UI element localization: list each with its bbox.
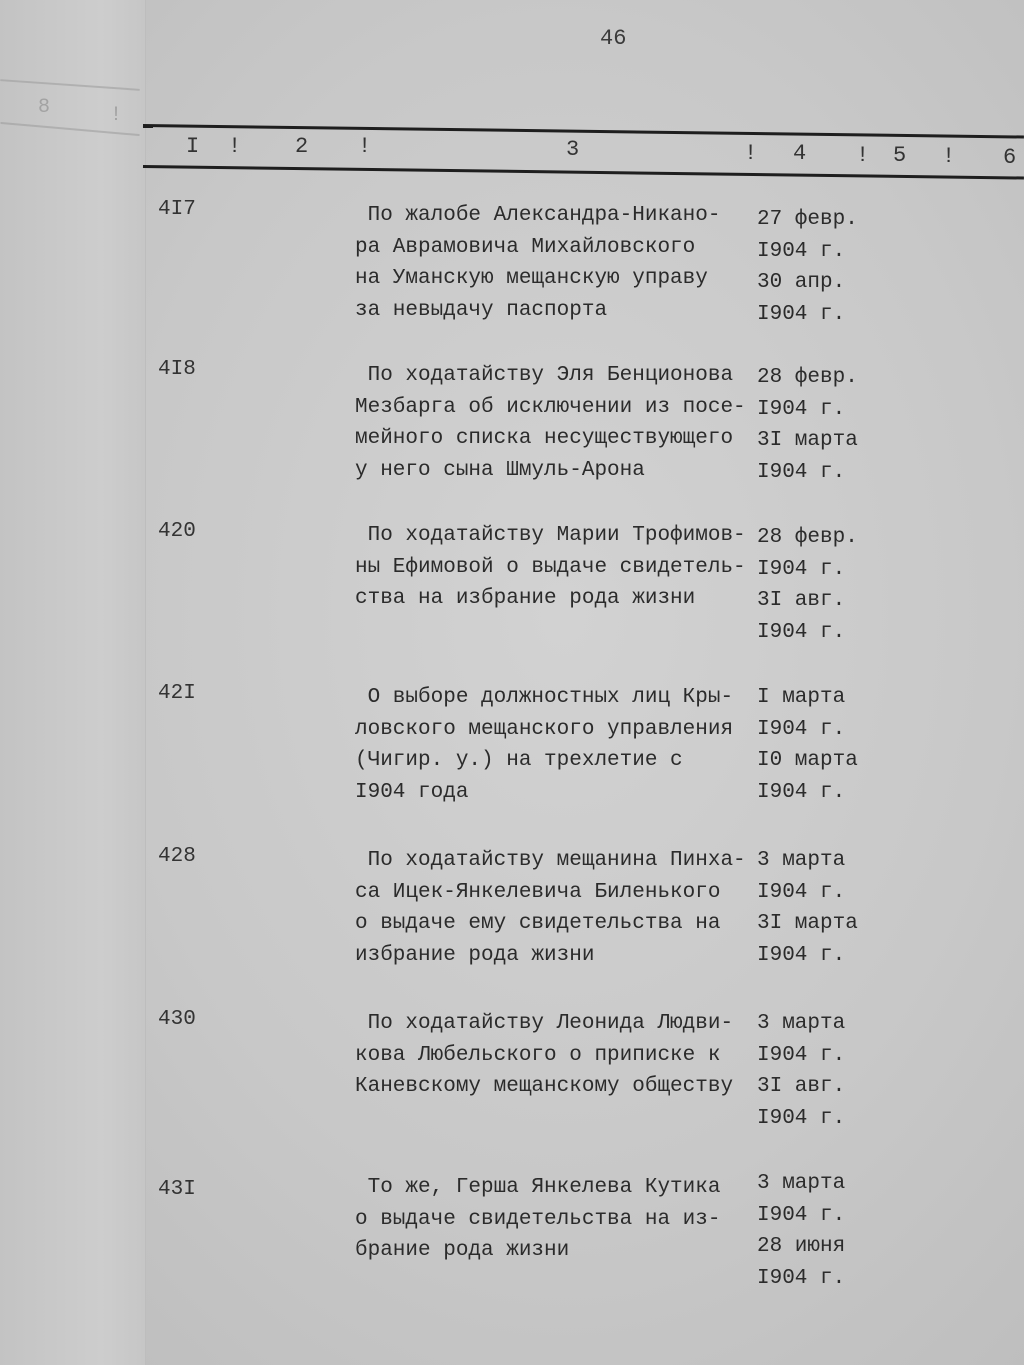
entry-number: 428 <box>158 845 196 868</box>
description-line: По ходатайству мещанина Пинха- <box>355 849 746 872</box>
description-line: кова Любельского о приписке к <box>355 1043 721 1067</box>
entry-number: 43I <box>158 1178 196 1201</box>
date-line: 3 марта <box>757 849 846 872</box>
description-line: избрание рода жизни <box>355 943 595 967</box>
adjacent-page-edge <box>0 0 146 1365</box>
adjacent-page-glyph: ! <box>110 104 123 127</box>
date-line: I904 г. <box>757 780 846 804</box>
date-line: 27 февр. <box>757 208 858 231</box>
description-line: ловского мещанского управления <box>355 717 734 741</box>
date-line: I904 г. <box>757 943 846 967</box>
description-line: у него сына Шмуль-Арона <box>355 458 645 482</box>
entry-number: 420 <box>158 520 196 543</box>
date-line: 28 февр. <box>757 366 858 389</box>
description-line: По ходатайству Леонида Людви- <box>355 1012 734 1035</box>
date-line: I904 г. <box>757 717 846 741</box>
entry-description <box>355 520 755 615</box>
description-line: за невыдачу паспорта <box>355 298 608 322</box>
description-line: о выдаче свидетельства на из- <box>355 1207 721 1231</box>
date-line: I904 г. <box>757 1203 846 1227</box>
column-header-5: 5 <box>893 143 907 168</box>
column-header-6: 6 <box>1003 145 1017 170</box>
column-header-4: 4 <box>793 141 807 166</box>
column-header-1: I <box>186 134 200 159</box>
description-line: По жалобе Александра-Никано- <box>355 204 721 227</box>
description-line: мейного списка несуществующего <box>355 427 734 450</box>
date-line: 3I авг. <box>757 1075 846 1098</box>
description-line: брание рода жизни <box>355 1239 570 1262</box>
entry-dates <box>757 204 858 330</box>
column-separator: ! <box>942 144 956 169</box>
entry-description <box>355 1008 755 1103</box>
page-number: 46 <box>600 26 627 51</box>
date-line: 28 февр. <box>757 526 858 549</box>
column-separator: ! <box>856 143 870 168</box>
entry-description <box>355 845 755 971</box>
date-line: I904 г. <box>757 239 846 263</box>
date-line: 3I авг. <box>757 589 846 612</box>
date-line: I904 г. <box>757 1266 846 1290</box>
description-line: I904 года <box>355 780 469 804</box>
date-line: I904 г. <box>757 460 846 484</box>
description-line: То же, Герша Янкелева Кутика <box>355 1176 721 1199</box>
date-line: 3 марта <box>757 1172 846 1195</box>
date-line: I904 г. <box>757 557 846 581</box>
description-line: Каневскому мещанскому обществу <box>355 1075 734 1098</box>
entry-dates <box>757 1168 845 1294</box>
header-rule-top <box>143 124 1024 139</box>
column-separator: ! <box>744 141 758 166</box>
description-line: на Уманскую мещанскую управу <box>355 267 708 290</box>
entry-dates <box>757 522 858 648</box>
entry-number: 4I8 <box>158 358 196 381</box>
entry-dates <box>757 682 858 808</box>
entry-number: 430 <box>158 1008 196 1031</box>
date-line: I904 г. <box>757 1043 846 1067</box>
date-line: I904 г. <box>757 880 846 904</box>
description-line: о выдаче ему свидетельства на <box>355 912 721 935</box>
entry-number: 42I <box>158 682 196 705</box>
date-line: 3I марта <box>757 912 858 935</box>
description-line: са Ицек-Янкелевича Биленького <box>355 880 721 904</box>
entry-description <box>355 200 755 326</box>
entry-dates <box>757 362 858 488</box>
date-line: I904 г. <box>757 302 846 326</box>
entry-description <box>355 1172 755 1267</box>
entry-dates <box>757 1008 845 1134</box>
column-header-3: 3 <box>566 137 580 162</box>
column-header-2: 2 <box>295 134 309 159</box>
entry-number: 4I7 <box>158 198 196 221</box>
description-line: ства на избрание рода жизни <box>355 587 696 610</box>
description-line: ра Аврамовича Михайловского <box>355 235 696 259</box>
date-line: I904 г. <box>757 620 846 644</box>
description-line: О выборе должностных лиц Кры- <box>355 686 734 709</box>
adjacent-page-glyph: 8 <box>38 96 51 119</box>
adjacent-page-rule-top <box>0 79 140 91</box>
column-separator: ! <box>358 134 372 159</box>
date-line: I0 марта <box>757 749 858 772</box>
entry-description <box>355 360 755 486</box>
date-line: 30 апр. <box>757 271 846 294</box>
description-line: По ходатайству Эля Бенционова <box>355 364 734 387</box>
description-line: ны Ефимовой о выдаче свидетель- <box>355 555 746 579</box>
description-line: Мезбарга об исключении из посе- <box>355 395 746 419</box>
entry-description <box>355 682 755 808</box>
entry-dates <box>757 845 858 971</box>
date-line: 3 марта <box>757 1012 846 1035</box>
date-line: I904 г. <box>757 397 846 421</box>
header-rule-bottom <box>143 165 1024 180</box>
column-separator: ! <box>228 134 242 159</box>
date-line: I904 г. <box>757 1106 846 1130</box>
description-line: По ходатайству Марии Трофимов- <box>355 524 746 547</box>
date-line: I марта <box>757 686 846 709</box>
date-line: 28 июня <box>757 1235 846 1258</box>
date-line: 3I марта <box>757 429 858 452</box>
description-line: (Чигир. у.) на трехлетие с <box>355 749 683 772</box>
